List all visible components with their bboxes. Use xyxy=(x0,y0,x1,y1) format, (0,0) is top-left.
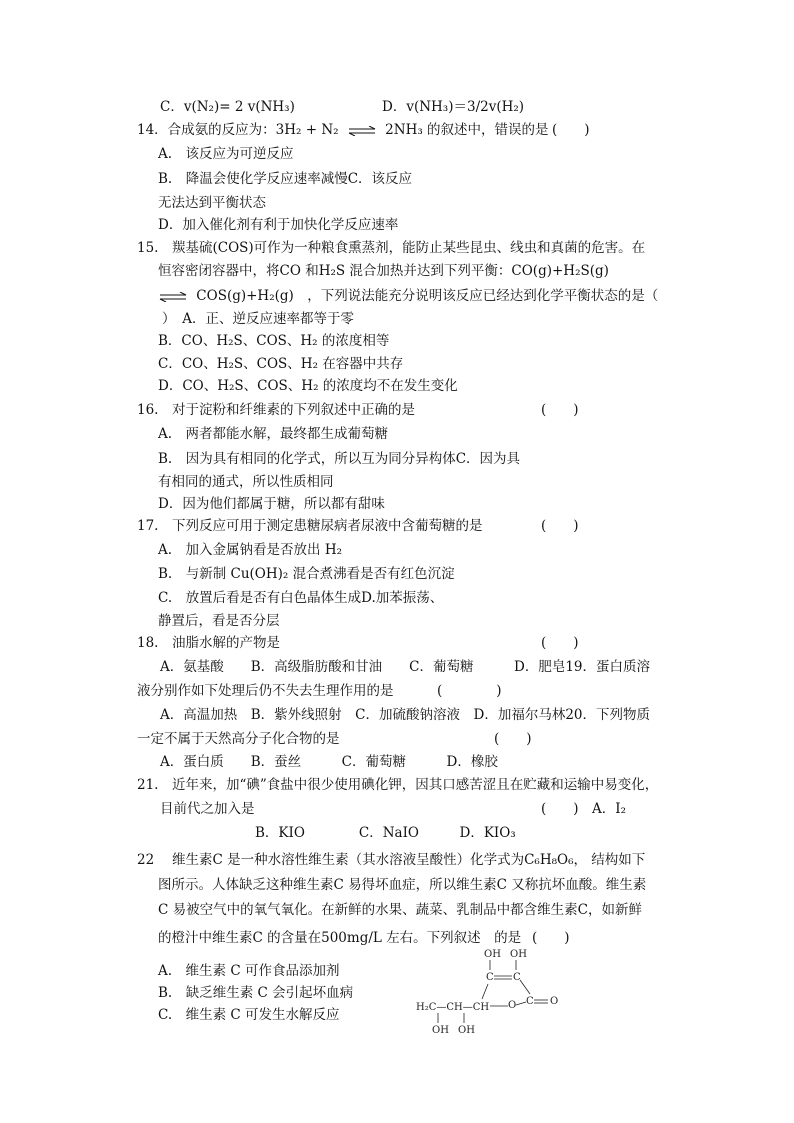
q22-answer-bracket: ( ) xyxy=(532,930,570,946)
q22-stem-line2: 图所示。人体缺乏这种维生素C 易得坏血症，所以维生素C 又称抗坏血酸。维生素 xyxy=(158,877,647,893)
q13-option-c: C．v(N₂)= 2 v(NH₃) xyxy=(160,99,295,115)
q14-stem-products: 2NH₃ 的叙述中，错误的是 xyxy=(385,122,549,138)
q16-option-a: A. 两者都能水解，最终都生成葡萄糖 xyxy=(158,426,389,442)
q17-option-a: A. 加入金属钠看是否放出 H₂ xyxy=(158,542,343,558)
q16-option-b-continued: 有相同的通式，所以性质相同 xyxy=(158,474,334,490)
q20-options: A．蛋白质 B．蚕丝 C．葡萄糖 D．橡胶 xyxy=(160,754,498,770)
q21-stem: 21. 近年来，加“碘”食盐中很少使用碘化钾，因其口感苦涩且在贮藏和运输中易变化， xyxy=(137,777,659,793)
q21-bracket-option-a: ( ) A．I₂ xyxy=(541,801,627,817)
q22-option-c: C. 维生素 C 可发生水解反应 xyxy=(158,1007,340,1023)
structure-oh-top-right: OH xyxy=(510,949,527,960)
q14-option-b: B. 降温会使化学反应速率减慢C．该反应 xyxy=(158,171,413,187)
q15-option-d: D．CO、H₂S、COS、H₂ 的浓度均不在发生变化 xyxy=(158,378,458,394)
q15-option-a: ） A．正、逆反应速率都等于零 xyxy=(162,311,354,327)
q15-option-c: C．CO、H₂S、COS、H₂ 在容器中共存 xyxy=(158,356,404,372)
structure-c-right: C xyxy=(513,972,521,983)
q20-stem: 一定不属于天然高分子化合物的是 xyxy=(137,731,340,747)
q22-stem-line1: 22 维生素C 是一种水溶性维生素（其水溶液呈酸性）化学式为C₆H₈O₆， 结构如下 xyxy=(137,852,646,868)
structure-oh-bottom-right: OH xyxy=(458,1025,475,1036)
q21-options: B．KIO C．NaIO D．KIO₃ xyxy=(255,825,516,841)
q15-stem-line2: 恒容密闭容器中，将CO 和H₂S 混合加热并达到下列平衡：CO(g)+H₂S(g) xyxy=(158,263,609,279)
q19-options: A．高温加热 B．紫外线照射 C．加硫酸钠溶液 D．加福尔马林20．下列物质 xyxy=(160,707,651,723)
q14-stem-reactants: 14．合成氨的反应为：3H₂ + N₂ xyxy=(137,122,339,138)
structure-keto-o: O xyxy=(550,996,559,1007)
q22-option-a: A. 维生素 C 可作食品添加剂 xyxy=(158,963,340,979)
q14-option-d: D．加入催化剂有利于加快化学反应速率 xyxy=(158,217,399,233)
q17-option-c: C. 放置后看是否有白色晶体生成D.加苯振荡、 xyxy=(158,590,444,606)
q16-stem: 16. 对于淀粉和纤维素的下列叙述中正确的是 xyxy=(137,402,415,418)
q17-option-c-continued: 静置后，看是否分层 xyxy=(158,613,280,629)
q16-option-b: B. 因为具有相同的化学式，所以互为同分异构体C．因为具 xyxy=(158,451,521,467)
equilibrium-arrow-icon xyxy=(347,126,377,136)
structure-c-left: C xyxy=(486,972,494,983)
equilibrium-arrow-icon xyxy=(158,292,188,302)
q14-answer-bracket: ( ) xyxy=(552,122,590,138)
q18-answer-bracket: ( ) xyxy=(541,635,579,651)
q21-stem-line2: 目前代之加入是 xyxy=(160,801,255,817)
q16-answer-bracket: ( ) xyxy=(541,402,579,418)
q18-stem: 18. 油脂水解的产物是 xyxy=(137,635,280,651)
structure-oh-bottom-left: OH xyxy=(432,1025,449,1036)
structure-ring-o: O xyxy=(508,1000,517,1011)
q20-answer-bracket: ( ) xyxy=(494,731,532,747)
q22-stem-line4: 的橙汁中维生素C 的含量在500mg/L 左右。下列叙述 的是 xyxy=(158,930,522,946)
structure-oh-top-left: OH xyxy=(484,949,501,960)
q15-option-b: B．CO、H₂S、COS、H₂ 的浓度相等 xyxy=(158,333,390,349)
q19-answer-bracket: ( ) xyxy=(437,683,502,699)
q16-option-d: D．因为他们都属于糖，所以都有甜味 xyxy=(158,496,385,512)
q19-stem: 液分别作如下处理后仍不失去生理作用的是 xyxy=(137,683,394,699)
q17-stem: 17. 下列反应可用于测定患糖尿病者尿液中含葡萄糖的是 xyxy=(137,518,483,534)
q14-option-b-continued: 无法达到平衡状态 xyxy=(158,195,266,211)
q18-options: A．氨基酸 B．高级脂肪酸和甘油 C．葡萄糖 D．肥皂19．蛋白质溶 xyxy=(160,659,651,675)
vitamin-c-structure-diagram xyxy=(412,946,572,1036)
q22-option-b: B. 缺乏维生素 C 会引起坏血病 xyxy=(158,985,354,1001)
q13-option-d: D．v(NH₃)＝3/2v(H₂) xyxy=(382,99,525,115)
q17-option-b: B. 与新制 Cu(OH)₂ 混合煮沸看是否有红色沉淀 xyxy=(158,566,455,582)
q15-stem-line3 xyxy=(158,287,658,305)
structure-side-chain: H₂C—CH—CH xyxy=(416,1002,490,1013)
q14-option-a: A. 该反应为可逆反应 xyxy=(158,146,294,162)
q15-stem-line1: 15. 羰基硫(COS)可作为一种粮食熏蒸剂，能防止某些昆虫、线虫和真菌的危害。在 xyxy=(137,240,646,256)
structure-carbonyl-c: C xyxy=(526,996,534,1007)
q14-stem xyxy=(137,121,549,139)
q17-answer-bracket: ( ) xyxy=(541,518,579,534)
q22-stem-line3: C 易被空气中的氧气氧化。在新鲜的水果、蔬菜、乳制品中都含维生素C，如新鲜 xyxy=(158,902,642,918)
q15-stem-line3-text: COS(g)+H₂(g) ，下列说法能充分说明该反应已经达到化学平衡状态的是（ xyxy=(196,288,659,304)
